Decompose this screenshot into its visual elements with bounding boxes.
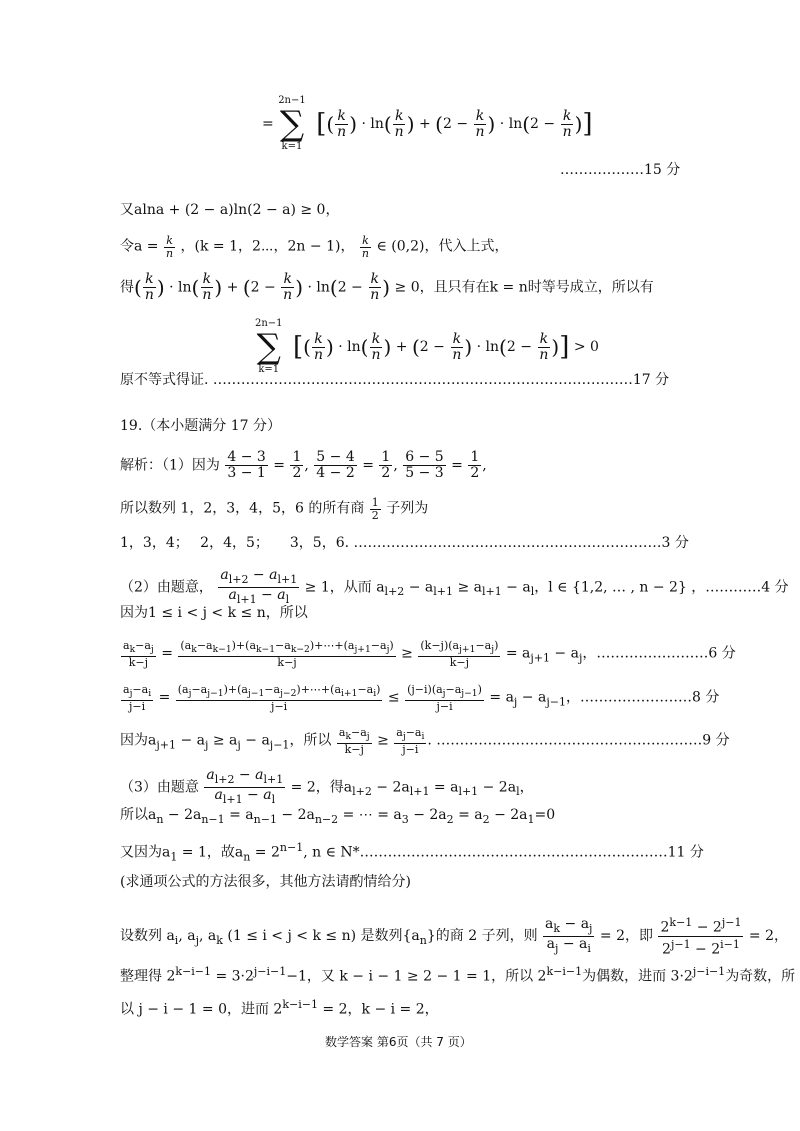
sum-expression-positive: 2n−1 ∑ k=1 [( $\frac{k}{n}$ ) · ln( $\frac{k}{n}$ ) + (2 − $\frac{k}{n}$ ) · ln(2 − $\frac{k}{n}$ )] > 0 [255, 318, 599, 375]
sum-expression-top: = 2n−1 ∑ k=1 [( $\frac{k}{n}$ ) · ln( $\frac{k}{n}$ ) + (2 − $\frac{k}{n}$ ) · ln(2 − $\frac{k}{n}$ )] [262, 95, 593, 152]
grading-note: (求通项公式的方法很多，其他方法请酌情给分) [120, 874, 411, 890]
part1-list: 1，3，4； 2，4，5； 3，5，6. …………………………………………………………3 分 [120, 535, 689, 551]
final-line: 以 j − i − 1 = 0，进而 $2^{k-i-1} = 2$，k − i = 2， [120, 998, 439, 1018]
score-15: ………………15 分 [560, 162, 681, 178]
part3-condition: （3）由题意 $\frac{a_{l+2} - a_{l+1}}{a_{l+1} - a_l}$ = 2，得$a_{l+2} - 2a_{l+1} = a_{l+1} - 2a_l$， [120, 767, 534, 806]
set-sequence-line: 设数列 $a_i$, $a_j$, $a_k$ (1 ≤ i < j < k ≤ n) 是数列$\{a_n\}$的商 2 子列，则 $\frac{a_k - a_j}{a_j - a_i}$ = 2，即 $\frac{2^{k-1} - 2^{j-1}}{2^{j-1} - 2^{i-1}}$ = 2， [120, 915, 789, 958]
part2-condition: （2）由题意， $\frac{a_{l+2} - a_{l+1}}{a_{l+1} - a_l}$ ≥ 1，从而 $a_{l+2} - a_{l+1} \ge a_{l+1} - a_l$，l ∈ {1,2, … , n − 2} ，…………4 分 [120, 567, 789, 606]
inequality-1: $\frac{a_k-a_j}{k-j}$ = $\frac{(a_k-a_{k-1})+(a_{k-1}-a_{k-2})+\cdots+(a_{j+1}-a_j)}{k-j}$ ≥ $\frac{(k-j)(a_{j+1}-a_j)}{k-j}$ = $a_{j+1} - a_j$，……………………6 分 [123, 639, 736, 670]
derive-line: 得( $\frac{k}{n}$ ) · ln( $\frac{k}{n}$ ) + (2 − $\frac{k}{n}$ ) · ln(2 − $\frac{k}{n}$ ) ≥ 0，且只有在k = n时等号成立，所以有 [120, 271, 654, 303]
let-a-line: 令a = $\frac{k}{n}$ ，(k = 1，2⋯，2n − 1)， $\frac{k}{n}$ ∈ (0,2)，代入上式， [120, 234, 509, 260]
part3-chain: 所以$a_n - 2a_{n-1} = a_{n-1} - 2a_{n-2}$ = ⋯ = $a_3 - 2a_2 = a_2 - 2a_1=0$ [120, 807, 556, 826]
inequality-2: $\frac{a_j-a_i}{j-i}$ = $\frac{(a_j-a_{j-1})+(a_{j-1}-a_{j-2})+\cdots+(a_{i+1}-a_i)}{j-i}$ ≤ $\frac{(j-i)(a_j-a_{j-1})}{j-i}$ = $a_j - a_{j-1}$，……………………8 分 [123, 683, 720, 714]
proof-complete: 原不等式得证. ………………………………………………………………………………17 分 [120, 372, 670, 388]
part3-result: 又因为$a_1 = 1$，故$a_n = 2^{n-1}$, n ∈ N*…………………………………………………………11 分 [120, 841, 704, 864]
question-19-title: 19.（本小题满分 17 分） [120, 418, 281, 434]
part1-sequence: 所以数列 1，2，3，4，5，6 的所有商 $\frac{1}{2}$ 子列为 [120, 496, 429, 522]
page-footer: 数学答案 第6页（共 7 页） [325, 1035, 472, 1049]
part2-conclusion: 因为$a_{j+1} - a_j \ge a_j - a_{j-1}$，所以 $\frac{a_k-a_j}{k-j}$ ≥ $\frac{a_j-a_i}{j-i}$ . …………………………………………………9 分 [120, 726, 730, 757]
part2-since: 因为1 ≤ i < j < k ≤ n，所以 [120, 605, 308, 621]
part1-fractions: 解析：（1）因为 $\frac{4 - 3}{3 - 1}$ = $\frac{1}{2}$ , $\frac{5 - 4}{4 - 2}$ = $\frac{1}{2}$ , $\frac{6 - 5}{5 - 3}$ = $\frac{1}{2}$ , [120, 449, 487, 481]
arrange-line: 整理得 $2^{k-i-1} = 3\cdot 2^{j-i-1}-1$，又 k − i − 1 ≥ 2 − 1 = 1，所以 $2^{k-i-1}$为偶数，进而 $3\cdot 2^{j-i-1}$为奇数，所 [120, 965, 796, 985]
alna-inequality: 又alna + (2 − a)ln(2 − a) ≥ 0， [120, 202, 340, 218]
